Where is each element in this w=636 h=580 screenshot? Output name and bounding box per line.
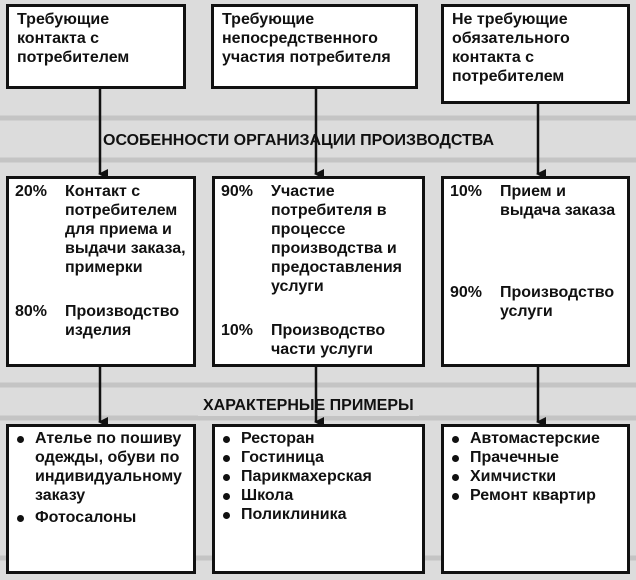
production-description: Производство изделия	[65, 303, 180, 339]
organization-box-no-contact	[441, 176, 630, 367]
reception-description: Прием и выдача заказа	[500, 183, 616, 219]
example-item: Школа	[221, 486, 416, 505]
examples-box-no-contact	[441, 424, 630, 574]
service-type-box-no-contact	[441, 4, 630, 104]
example-item: Химчистки	[450, 467, 621, 486]
contact-description: Контакт с потребителем для приема и выдачи заказа, примерки	[65, 183, 186, 276]
example-item: Поликлиника	[221, 505, 416, 524]
section-heading: ОСОБЕННОСТИ ОРГАНИЗАЦИИ ПРОИЗВОДСТВА	[98, 131, 499, 151]
service-type-label: Требующие непосредственного участия потребителя	[222, 11, 391, 66]
example-item: Парикмахерская	[221, 467, 416, 486]
production-share: 80%	[15, 303, 48, 320]
example-item: Фотосалоны	[15, 508, 187, 527]
service-type-box-contact	[6, 4, 186, 89]
reception-share: 10%	[450, 183, 483, 200]
examples-list	[221, 429, 416, 524]
example-item: Гостиница	[221, 448, 416, 467]
example-item: Ресторан	[221, 429, 416, 448]
production-share: 10%	[221, 322, 254, 339]
service-type-box-participation	[211, 4, 418, 89]
example-item: Прачечные	[450, 448, 621, 467]
example-item: Ремонт квартир	[450, 486, 621, 505]
examples-list	[450, 429, 621, 505]
production-description: Производство услуги	[500, 284, 615, 320]
participation-description: Участие потребителя в процессе производства и предоставления услуги	[271, 183, 402, 295]
examples-box-contact	[6, 424, 196, 574]
example-item: Автомастерские	[450, 429, 621, 448]
service-type-label: Не требующие обязательного контакта с потребителем	[452, 11, 570, 85]
organization-box-participation	[212, 176, 425, 367]
examples-list	[15, 429, 187, 527]
example-item: Ателье по пошиву одежды, обуви по индивидуальному заказу	[15, 429, 187, 505]
production-share: 90%	[450, 284, 483, 301]
production-description: Производство части услуги	[271, 322, 386, 358]
contact-share: 20%	[15, 183, 48, 200]
examples-heading: ХАРАКТЕРНЫЕ ПРИМЕРЫ	[198, 396, 419, 416]
examples-box-participation	[212, 424, 425, 574]
organization-box-contact	[6, 176, 196, 367]
participation-share: 90%	[221, 183, 254, 200]
service-type-label: Требующие контакта с потребителем	[17, 11, 130, 66]
